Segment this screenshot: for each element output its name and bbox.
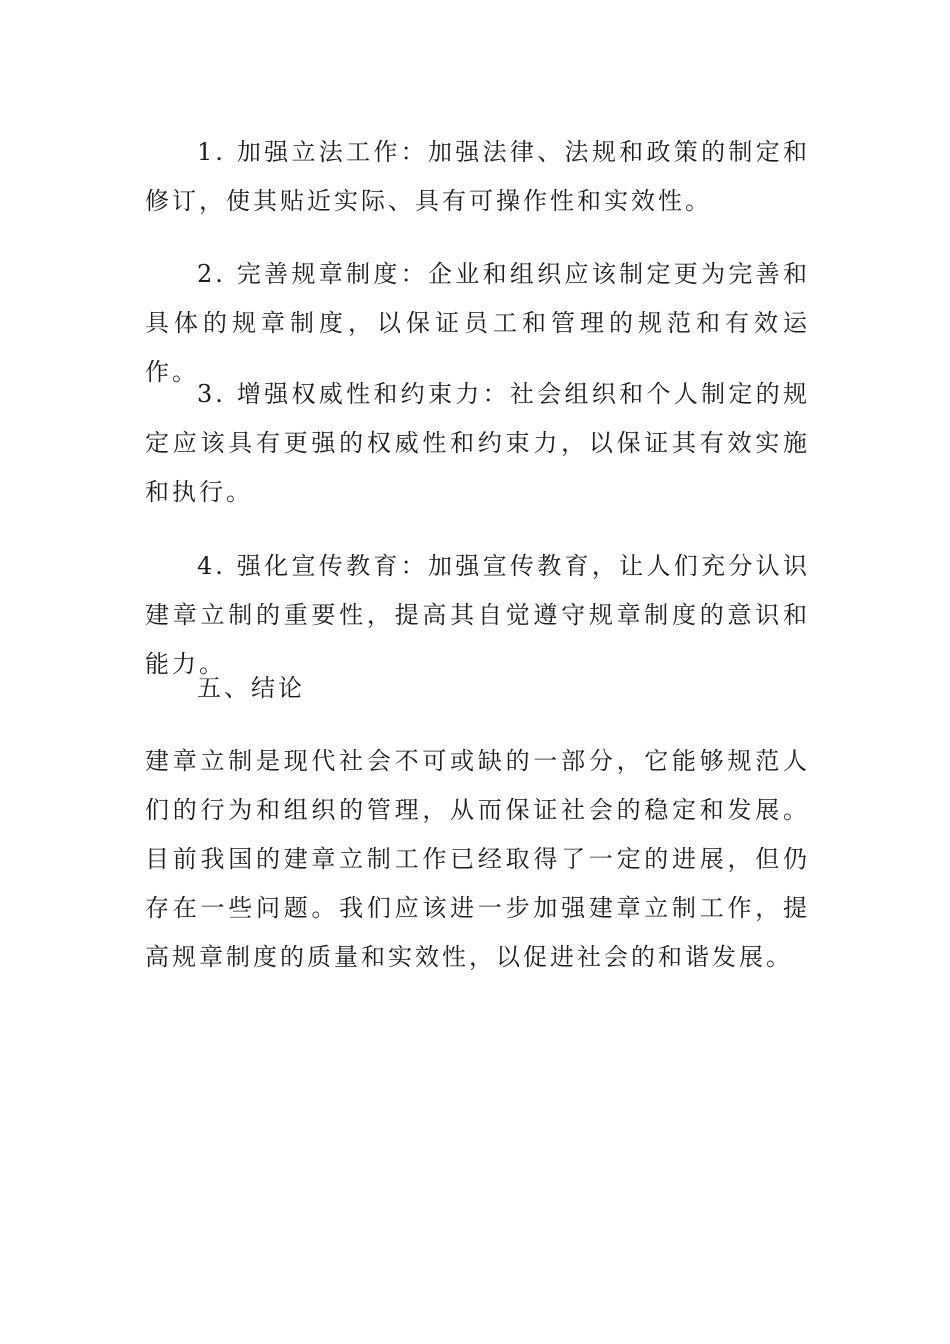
list-item-text: 完善规章制度：企业和组织应该制定更为完善和具体的规章制度，以保证员工和管理的规范和有效运作。 [145, 260, 810, 386]
list-item-text: 加强立法工作：加强法律、法规和政策的制定和修订，使其贴近实际、具有可操作性和实效性。 [145, 138, 810, 215]
list-item-1 [145, 128, 810, 226]
list-item-number: 1. [197, 138, 226, 166]
list-item-number: 2. [197, 260, 226, 288]
conclusion-paragraph: 建章立制是现代社会不可或缺的一部分，它能够规范人们的行为和组织的管理，从而保证社会的稳定和发展。目前我国的建章立制工作已经取得了一定的进展，但仍存在一些问题。我们应该进一步加强建章立制工作，提高规章制度的质量和实效性，以促进社会的和谐发展。 [145, 747, 810, 971]
list-item-number: 3. [197, 380, 226, 408]
list-item-number: 4. [197, 552, 226, 580]
list-item-text: 增强权威性和约束力：社会组织和个人制定的规定应该具有更强的权威性和约束力，以保证其有效实施和执行。 [145, 380, 810, 506]
list-item-text: 强化宣传教育：加强宣传教育，让人们充分认识建章立制的重要性，提高其自觉遵守规章制度的意识和能力。 [145, 552, 810, 678]
list-item-3 [145, 370, 810, 517]
section-heading: 五、结论 [197, 674, 305, 702]
